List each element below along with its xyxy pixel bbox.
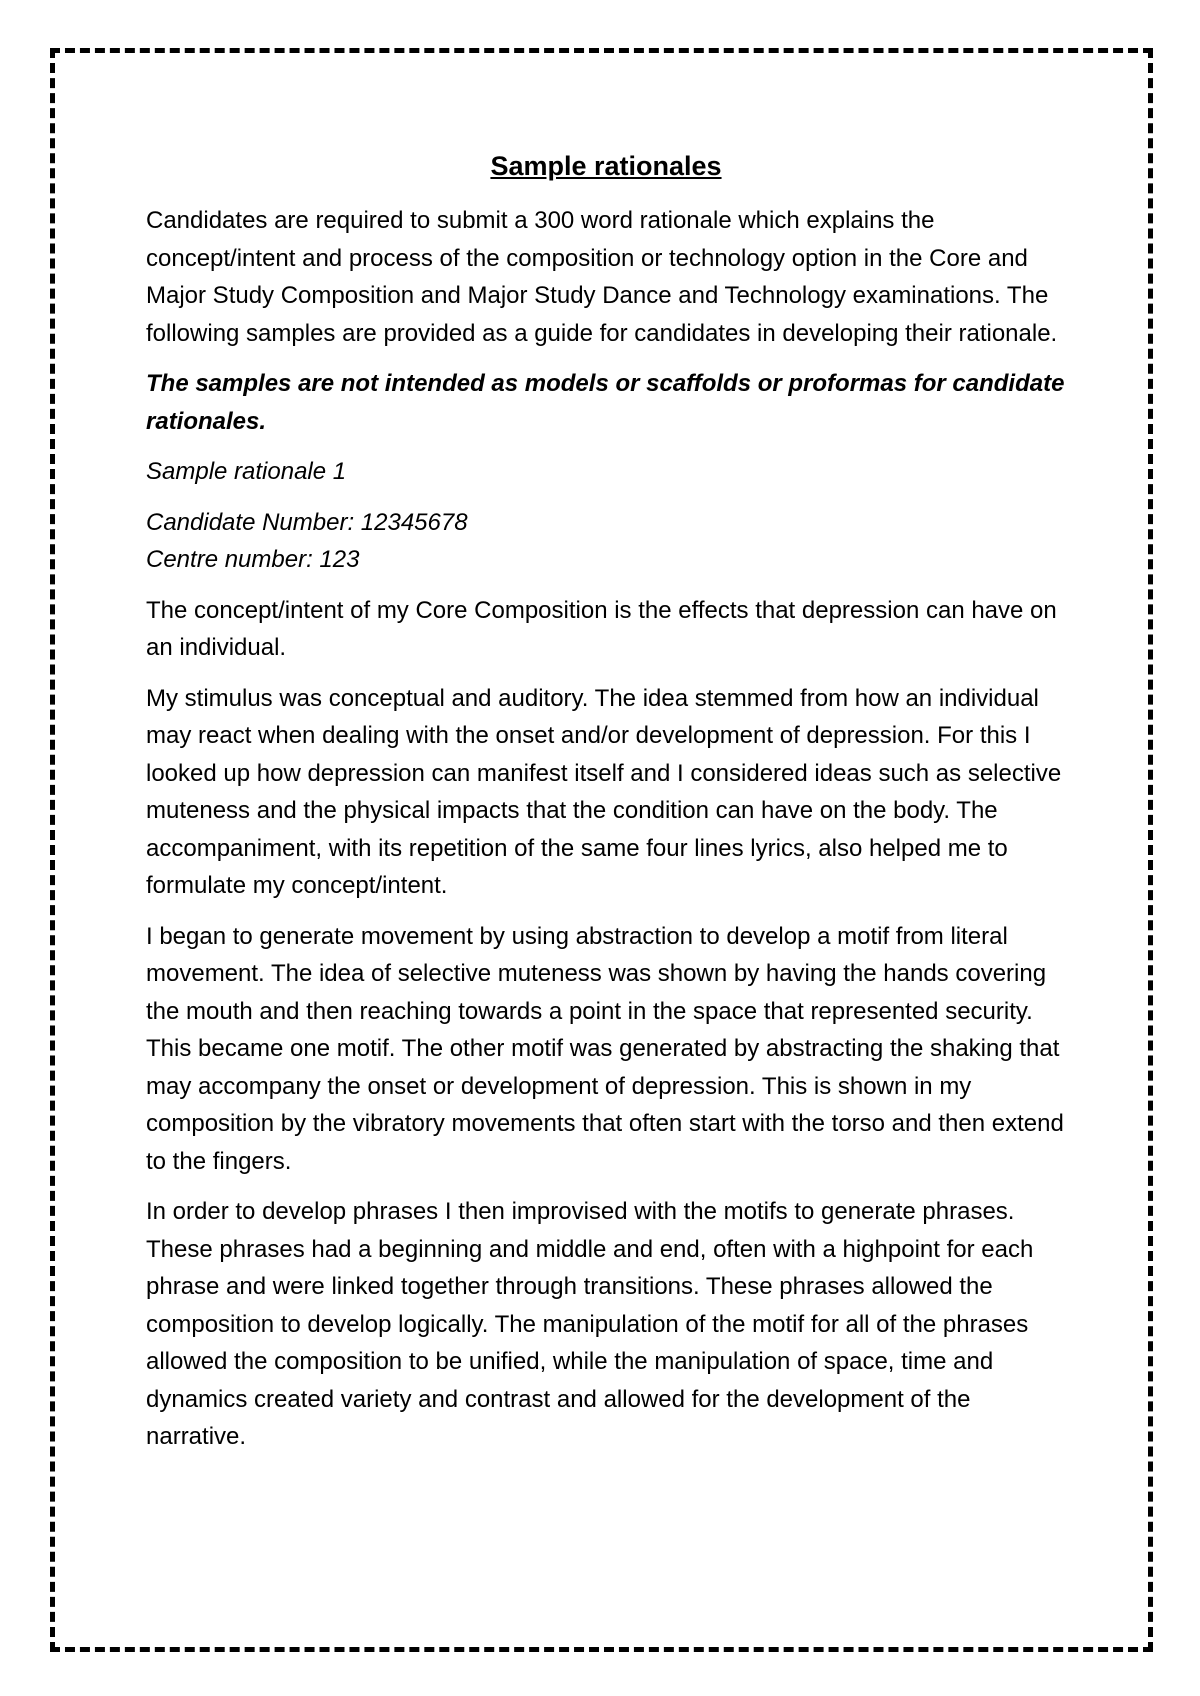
intro-paragraph: Candidates are required to submit a 300 word rationale which explains the concept/intent and process of the composition or technology option in the Core and Major Study Composition and Major Study Dance and Technology examinations. The following samples are provided as a guide for candidates in developing their rationale. bbox=[146, 207, 1058, 347]
body-paragraph-phrases: In order to develop phrases I then improvised with the motifs to generate phrases. These phrases had a beginning and middle and end, often with a highpoint for each phrase and were linked together through transitions. These phrases allowed the composition to develop logically. The manipulation of the motif for all of the phrases allowed the composition to be unified, while the manipulation of space, time and dynamics created variety and contrast and allowed for the development of the narrative. bbox=[146, 1198, 1034, 1450]
body-paragraph-movement: I began to generate movement by using abstraction to develop a motif from literal movement. The idea of selective muteness was shown by having the hands covering the mouth and then reaching towards a point in the space that represented security. This became one motif. The other motif was generated by abstracting the shaking that may accompany the onset or development of depression. This is shown in my composition by the vibratory movements that often start with the torso and then extend to the fingers. bbox=[146, 922, 1064, 1175]
sample-heading: Sample rationale 1 bbox=[146, 458, 347, 485]
candidate-number: Candidate Number: 12345678 bbox=[146, 508, 468, 536]
page-title: Sample rationales bbox=[490, 151, 722, 181]
document-body bbox=[146, 144, 1066, 1469]
disclaimer-paragraph: The samples are not intended as models or scaffolds or proformas for candidate rationales. bbox=[146, 370, 1065, 435]
body-paragraph-concept: The concept/intent of my Core Composition is the effects that depression can have on an individual. bbox=[146, 596, 1057, 661]
centre-number: Centre number: 123 bbox=[146, 546, 360, 573]
body-paragraph-stimulus: My stimulus was conceptual and auditory. The idea stemmed from how an individual may react when dealing with the onset and/or development of depression. For this I looked up how depression can manifest itself and I considered ideas such as selective muteness and the physical impacts that the condition can have on the body. The accompaniment, with its repetition of the same four lines lyrics, also helped me to formulate my concept/intent. bbox=[146, 684, 1062, 899]
